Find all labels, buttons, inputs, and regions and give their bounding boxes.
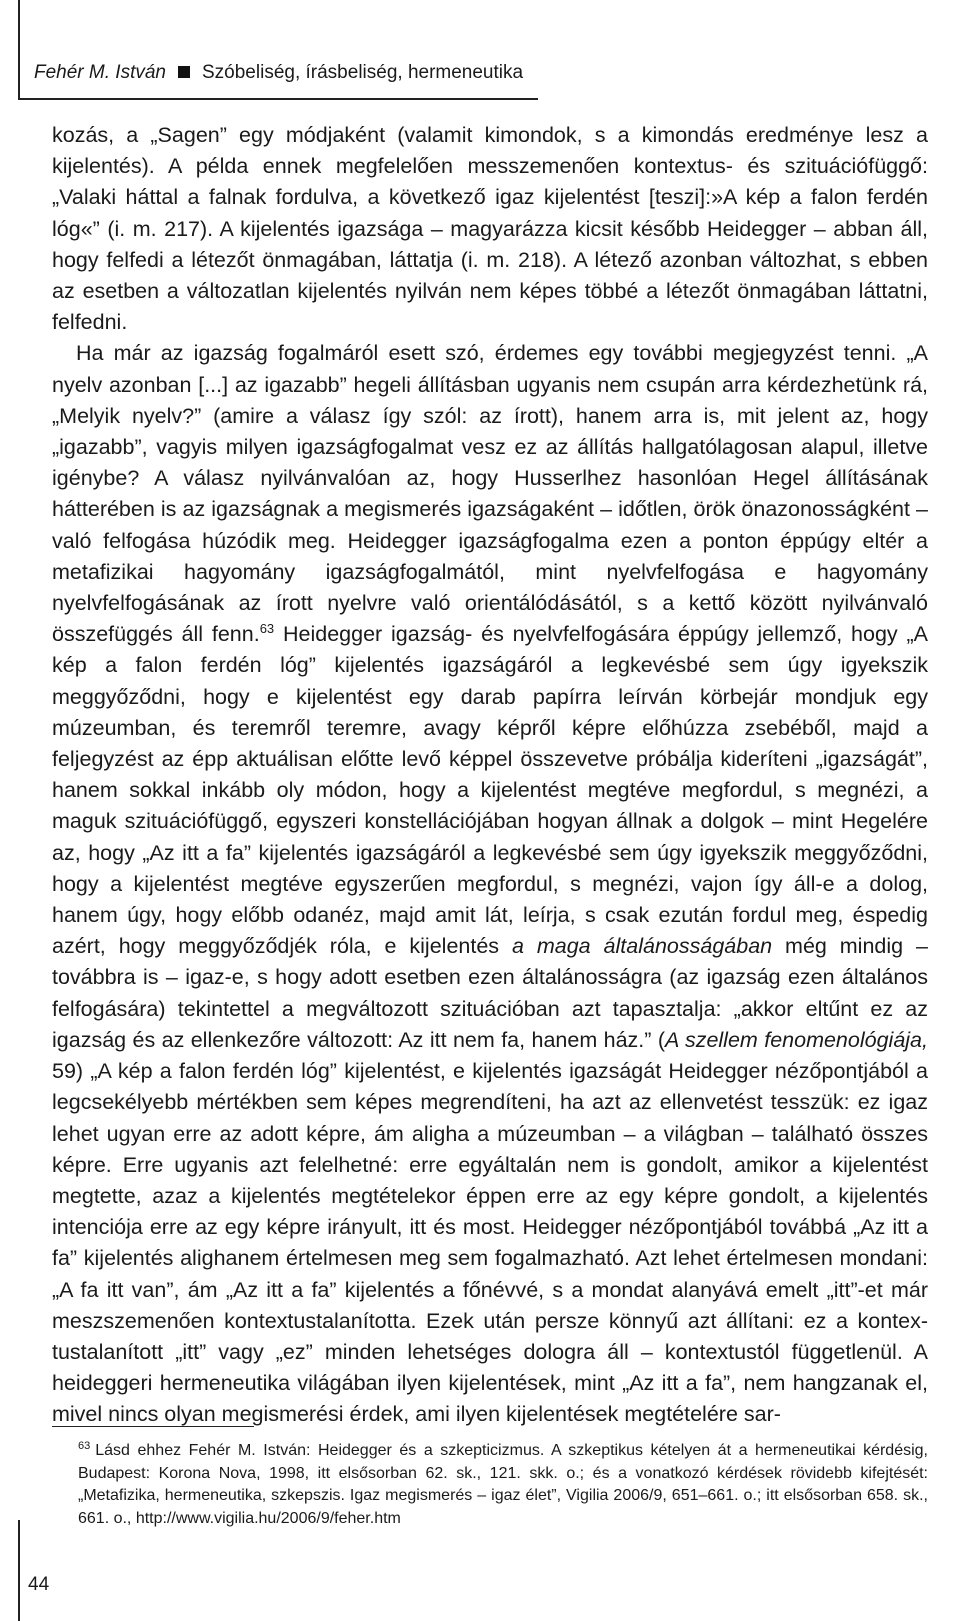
paragraph-2-emphasis-1: a maga általánosságában <box>511 934 773 959</box>
paragraph-2-part-c: még mindig – továbbra is – igaz-e, s hogy adott esetben ezen általánosságra (az igazság ezen általános felfogására) tekintettel a megváltozott szituációban azt tapasztalja: „akkor eltűnt ez az igazság és az ellenkezőre változott: Az itt nem fa, hanem ház.” ( <box>52 934 928 1052</box>
footnote-text: Lásd ehhez Fehér M. István: Heidegger és a szkepticizmus. A szkeptikus kételyen át a hermeneutikai kérdésig, Budapest: Korona Nova, 1998, itt elsősorban 62. sk., 121. skk. o.; és a vonatkozó kérdések rövidebb kifejtését: „Metafizika, hermeneutika, szkepszis. Igaz megismerés – igaz élet”, Vigilia 2006/9, 651–661. o.; itt elsősorban 658. sk., 661. o., http://www.vigilia.hu/2006/9/feher.htm <box>78 1442 928 1527</box>
footnote-number: 63 <box>78 1439 91 1452</box>
paragraph-2-emphasis-2: A szellem fenomenológiája, <box>665 1027 928 1052</box>
running-head-title: Szóbeliség, írásbeliség, hermeneutika <box>202 62 524 83</box>
footnote-reference: 63 <box>259 621 275 637</box>
paragraph-1: kozás, a „Sagen” egy módjaként (valamit kimondok, s a kimondás eredménye lesz a kijelentés). A példa ennek megfelelően messzemenően kontextus- és szituációfüggő: „Valaki háttal a falnak fordulva, a következő igaz kijelentést [teszi]:»A kép a falon ferdén lóg«” (i. m. 217). A kijelentés igazsága – magyarázza kicsit később Heidegger – abban áll, hogy felfedi a létezőt önmagában, láttatja (i. m. 218). A létező azonban változhat, s ebben az esetben a változatlan kijelentés nyilván nem képes többé a létezőt önmagában láttatni, felfedni. <box>52 123 928 335</box>
page-number: 44 <box>28 1574 50 1595</box>
footer-frame-vertical-rule <box>18 1520 20 1621</box>
square-bullet-icon <box>178 66 190 78</box>
footnote-separator <box>52 1426 254 1427</box>
paragraph-2-part-a: Ha már az igazság fogalmáról esett szó, érdemes egy további megjegyzést tenni. „A nyelv azonban [...] az igazabb” hegeli állításban ugyanis nem csupán arra kérdezhetünk rá, „Melyik nyelv?” (amire a válasz így szól: az írott), hanem arra is, mit jelent az, hogy „igazabb”, vagyis milyen igazságfogalmat vesz ez az állítás hallgatólagosan alapul, illetve igénybe? A válasz nyilvánvalóan az, hogy Husserlhez hasonlóan Hegel állításának hátterében is az igazságnak a megismerés igazságaként – időtlen, örök önazonosságként – való felfogása húzódik meg. Heidegger igazságfogalma ezen a ponton éppúgy eltér a metafizikai hagyomány igazságfogalmától, mint nyelvfelfogása e hagyomány nyelvfelfogásának az írott nyelvre való orientálódásától, s a kettő között nyilvánvaló összefüggés áll fenn. <box>52 341 928 647</box>
paragraph-2-part-b: Heidegger igazság- és nyelvfelfogására éppúgy jellemző, hogy „A kép a falon ferdén lóg” kijelentés igazságáról a legkevésbé sem úgy igyekszik meggyőződni, hogy e kijelentést egy darab papírra leírván körbejár mondjuk egy múzeumban, és teremről teremre, avagy képről képre előhúzza zsebéből, majd a feljegyzést az épp aktuálisan előtte levő képpel összevetve próbálja kideríteni „igazságát”, hanem sokkal inkább oly módon, hogy a kijelentést megtéve megfordul, s megnézi, a maguk szituációfüggő, egyszeri konstellációjában hogyan állnak a dolgok – mint Hegelére az, hogy „Az itt a fa” kijelentés igazságáról a legkevésbé sem úgy igyekszik meggyőződni, hogy a kijelentést megtéve egyszerűen megfordul, s megnézi, vajon így áll-e a dolog, hanem úgy, hogy előbb odanéz, majd amit lát, leírja, s csak ezután fordul meg, éspedig azért, hogy meggyőződjék róla, e kijelentés <box>52 622 928 959</box>
paragraph-2 <box>52 338 928 1430</box>
running-head-author: Fehér M. István <box>34 62 166 83</box>
running-head <box>34 62 523 84</box>
paragraph-2-part-d: 59) „A kép a falon ferdén lóg” kijelentést, e kijelentés igazságát Heidegger nézőpontjából a legcsekélyebb mértékben sem képes megrendíteni, ha azt az ellenvetést tesszük: ez igaz lehet ugyan erre az adott képre, ám aligha a múzeumban – a világban – található összes képre. Erre ugyanis azt felelhetné: erre egyáltalán nem is gondolt, amikor a kijelentést megtette, azaz a kijelentés megtételekor éppen erre az egy képre gondolt, a kijelentés intenciója erre az egy képre irányult, itt és most. Heidegger nézőpontjából továbbá „Az itt a fa” kijelentés alighanem értelmesen meg sem fogalmazható. Azt lehet értelmesen mondani: „A fa itt van”, ám „Az itt a fa” kijelentés a főnévvé, s a mondat alanyává emelt „itt”-et már meszszemenően kontextustalanította. Ezek után persze könnyű azt állítani: ez a kontextustalanított „itt” vagy „ez” minden lehetséges dologra áll – kontextustól függetlenül. A heideggeri hermeneutika világában ilyen kijelentések, mint „Az itt a fa”, nem hangzanak el, mivel nincs olyan megismerési érdek, ami ilyen kijelentések megtételére sar- <box>52 1059 928 1427</box>
header-frame-vertical-rule <box>18 0 20 100</box>
body-text <box>52 120 928 1431</box>
footnote <box>78 1440 928 1530</box>
header-frame-horizontal-rule <box>18 98 538 100</box>
